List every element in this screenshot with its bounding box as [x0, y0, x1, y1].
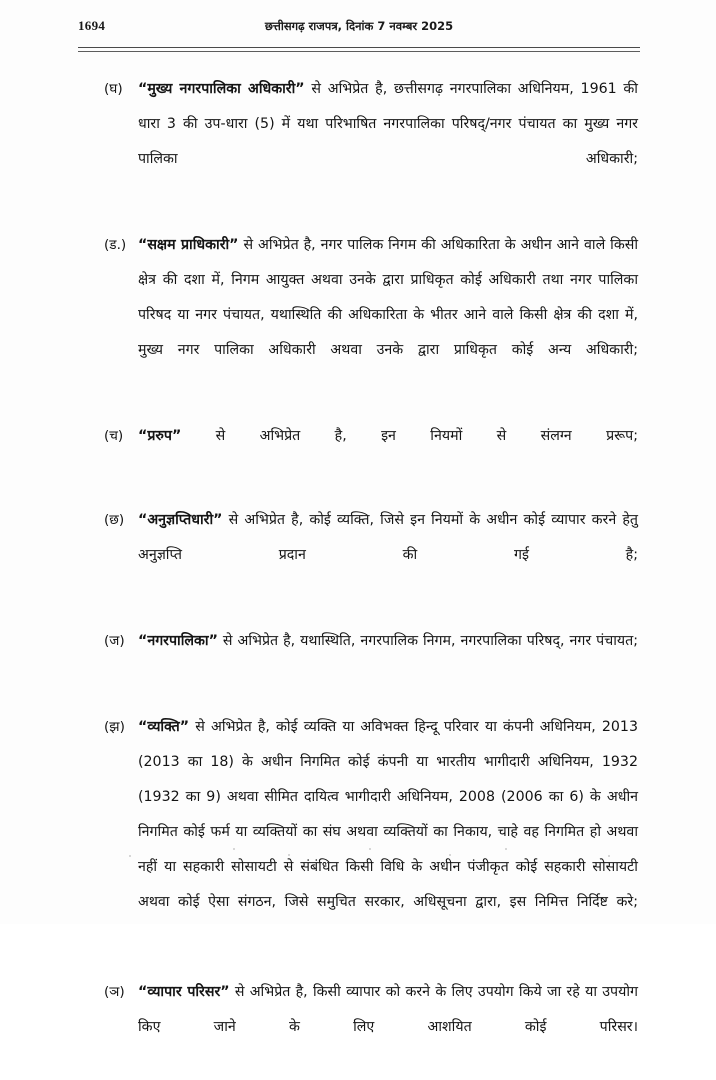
defined-term: “सक्षम प्राधिकारी” [138, 237, 239, 253]
clause-nga [104, 228, 638, 403]
clause-definition: से अभिप्रेत है, कोई व्यक्ति या अविभक्त हिन्दू परिवार या कंपनी अधिनियम, 2013 (2013 का 18) के अधीन निगमित कोई कंपनी या भारतीय भागीदारी अधिनियम, 1932 (1932 का 9) अथवा सीमित दायित्व भागीदारी अधिनियम, 2008 (2006 का 6) के अधीन निगमित कोई फर्म या व्यक्तियों का संघ अथवा व्यक्तियों का निकाय, चाहे वह निगमित हो अथवा नहीं या सहकारी सोसायटी से संबंधित किसी विधि के अधीन पंजीकृत कोई सहकारी सोसायटी अथवा कोई ऐसा संगठन, जिसे समुचित सरकार, अधिसूचना द्वारा, इस निमित्त निर्दिष्ट करे; [138, 719, 638, 910]
scan-speckle [369, 848, 371, 850]
clause-body [138, 419, 638, 489]
clause-label: (घ) [104, 81, 123, 97]
clause-label: (ज) [104, 633, 125, 649]
gazette-title: छत्तीसगढ़ राजपत्र, दिनांक 7 नवम्बर 2025 [264, 19, 454, 33]
defined-term: “अनुज्ञप्तिधारी” [138, 512, 223, 528]
clause-body [138, 975, 638, 1080]
clause-label: (छ) [104, 512, 125, 528]
scan-speckle [505, 848, 507, 850]
defined-term: “नगरपालिका” [138, 633, 218, 649]
clause-body [138, 228, 638, 403]
clause-gha [104, 72, 638, 212]
page-header [78, 18, 640, 44]
clause-nya [104, 975, 638, 1080]
defined-term: “मुख्य नगरपालिका अधिकारी” [138, 81, 305, 97]
clause-body [138, 72, 638, 212]
scan-speckle [608, 855, 610, 857]
clause-chha [104, 503, 638, 608]
clause-label: (ञ) [104, 984, 125, 1000]
clause-definition: से अभिप्रेत है, इन नियमों से संलग्न प्ररूप; [181, 428, 638, 444]
defined-term: “व्यापार परिसर” [138, 984, 230, 1000]
defined-term: “प्ररुप” [138, 428, 182, 444]
scan-speckle [233, 848, 235, 850]
clause-definition: से अभिप्रेत है, किसी व्यापार को करने के लिए उपयोग किये जा रहे या उपयोग किए जाने के लिए आशयित कोई परिसर। [138, 984, 638, 1035]
page-number: 1694 [78, 18, 106, 33]
clause-body [138, 710, 638, 955]
clause-label: (च) [104, 428, 124, 444]
header-rule-top [78, 47, 640, 48]
clause-body [138, 624, 638, 694]
clause-label: (ड.) [104, 237, 127, 253]
scan-speckle [288, 854, 290, 856]
clause-cha [104, 419, 638, 489]
clause-body [138, 503, 638, 608]
scan-speckle [129, 855, 131, 857]
scan-speckle [449, 854, 451, 856]
definitions-list [104, 72, 638, 1080]
clause-jha [104, 710, 638, 955]
clause-label: (झ) [104, 719, 125, 735]
header-rule-bottom [78, 51, 640, 52]
clause-definition: से अभिप्रेत है, कोई व्यक्ति, जिसे इन नियमों के अधीन कोई व्यापार करने हेतु अनुज्ञप्ति प्रदान की गई है; [138, 512, 638, 563]
clause-definition: से अभिप्रेत है, छत्तीसगढ़ नगरपालिका अधिनियम, 1961 की धारा 3 की उप-धारा (5) में यथा परिभाषित नगरपालिका परिषद्/नगर पंचायत का मुख्य नगर पालिका अधिकारी; [138, 81, 638, 167]
defined-term: “व्यक्ति” [138, 719, 190, 735]
clause-definition: से अभिप्रेत है, यथास्थिति, नगरपालिक निगम, नगरपालिका परिषद्, नगर पंचायत; [217, 633, 638, 649]
clause-definition: से अभिप्रेत है, नगर पालिक निगम की अधिकारिता के अधीन आने वाले किसी क्षेत्र की दशा में, निगम आयुक्त अथवा उनके द्वारा प्राधिकृत कोई अधिकारी तथा नगर पालिका परिषद या नगर पंचायत, यथास्थिति की अधिकारिता के भीतर आने वाले किसी क्षेत्र की दशा में, मुख्य नगर पालिका अधिकारी अथवा उनके द्वारा प्राधिकृत कोई अन्य अधिकारी; [138, 237, 639, 358]
clause-ja [104, 624, 638, 694]
